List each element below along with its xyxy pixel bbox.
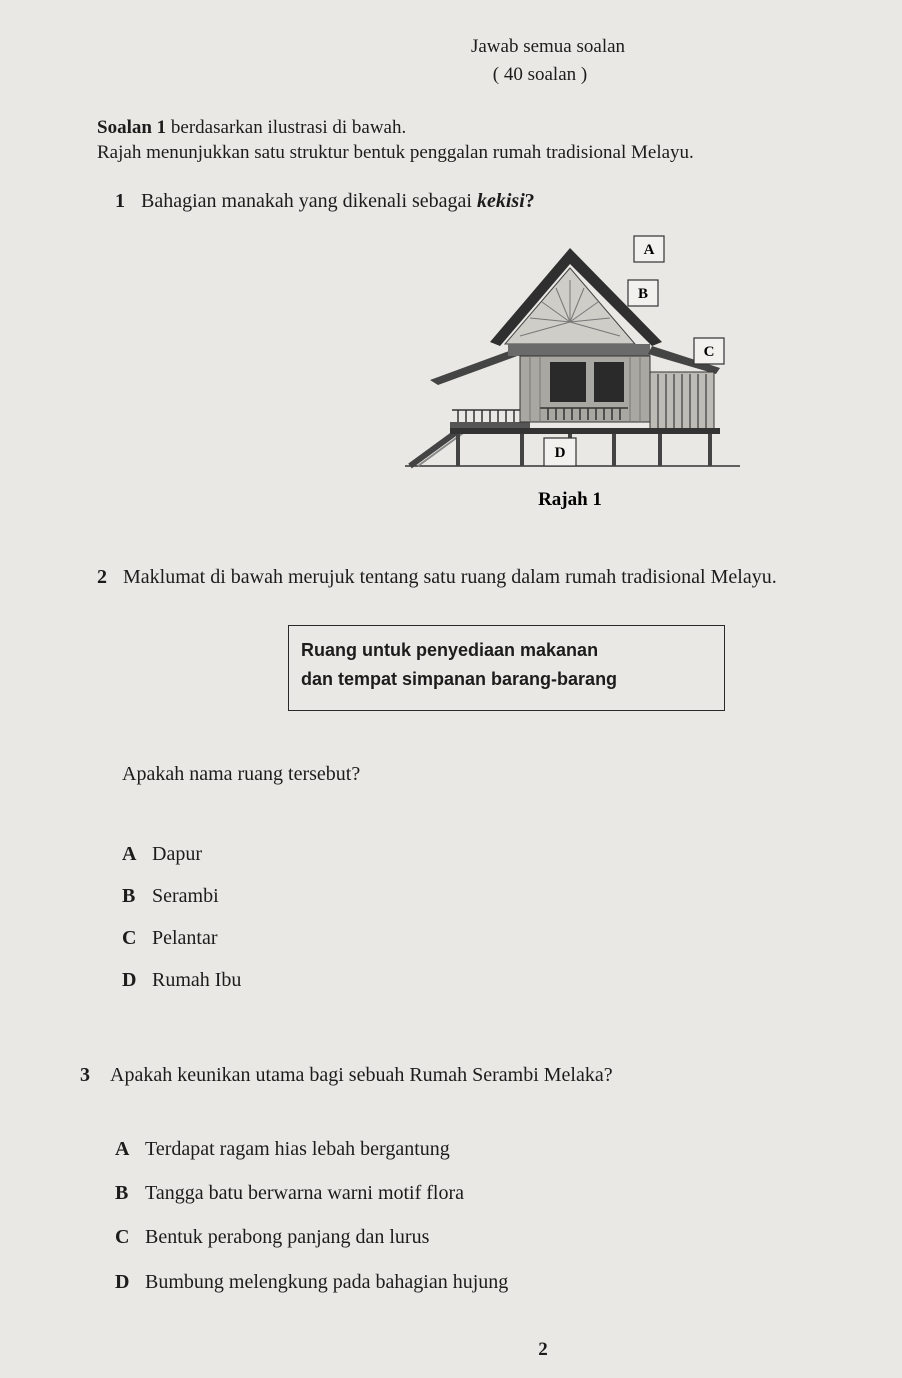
info-box <box>288 625 725 711</box>
info-box-line-2: dan tempat simpanan barang-barang <box>301 669 618 689</box>
label-a: A <box>643 242 655 258</box>
q3-option-a-text: Terdapat ragam hias lebah bergantung <box>145 1138 450 1160</box>
house-figure <box>390 222 760 522</box>
label-c: C <box>703 344 715 360</box>
verandah-railing <box>452 410 528 422</box>
stilts <box>456 434 712 466</box>
intro-line-2: Rajah menunjukkan satu struktur bentuk penggalan rumah tradisional Melayu. <box>97 142 694 163</box>
label-d: D <box>554 445 566 461</box>
figure-caption: Rajah 1 <box>538 489 602 510</box>
window-left <box>550 362 586 402</box>
q2-option-b-text: Serambi <box>152 885 219 907</box>
question-1-mark: ? <box>524 190 535 212</box>
intro-lead: Soalan 1 <box>97 117 167 138</box>
question-3-text: Apakah keunikan utama bagi sebuah Rumah Serambi Melaka? <box>110 1064 613 1086</box>
q3-option-c[interactable] <box>115 1226 429 1249</box>
question-2-text: Maklumat di bawah merujuk tentang satu ruang dalam rumah tradisional Melayu. <box>123 566 777 588</box>
question-3-number: 3 <box>80 1064 90 1086</box>
intro-line-1 <box>97 115 406 141</box>
q3-option-c-text: Bentuk perabong panjang dan lurus <box>145 1226 430 1248</box>
intro-lead-rest: berdasarkan ilustrasi di bawah. <box>166 117 407 138</box>
question-3 <box>80 1064 613 1087</box>
q2-option-d-text: Rumah Ibu <box>152 969 242 991</box>
q3-option-a[interactable] <box>115 1138 450 1161</box>
question-1-number: 1 <box>115 190 125 212</box>
q3-option-d-text: Bumbung melengkung pada bahagian hujung <box>145 1271 509 1293</box>
q2-option-b[interactable] <box>122 885 219 908</box>
question-1 <box>115 190 535 213</box>
label-b: B <box>637 286 649 302</box>
q2-option-c[interactable] <box>122 927 218 950</box>
q3-option-b-letter: B <box>115 1182 129 1204</box>
q2-option-a[interactable] <box>122 843 202 866</box>
window-right <box>594 362 624 402</box>
q2-option-d[interactable] <box>122 969 241 992</box>
q2-option-c-text: Pelantar <box>152 927 218 949</box>
question-2 <box>97 566 777 589</box>
page-number: 2 <box>538 1339 548 1360</box>
floor-beam <box>450 428 720 434</box>
instruction-heading: Jawab semua soalan <box>470 36 626 57</box>
q2-option-a-text: Dapur <box>152 843 202 865</box>
q2-option-a-letter: A <box>122 843 137 865</box>
question-2-prompt: Apakah nama ruang tersebut? <box>122 763 361 785</box>
q3-option-a-letter: A <box>115 1138 130 1160</box>
q2-option-b-letter: B <box>122 885 136 907</box>
info-box-line-1: Ruang untuk penyediaan makanan <box>301 640 599 660</box>
q3-option-b-text: Tangga batu berwarna warni motif flora <box>145 1182 465 1204</box>
q3-option-d[interactable] <box>115 1271 508 1294</box>
q2-option-d-letter: D <box>122 969 137 991</box>
question-1-text: Bahagian manakah yang dikenali sebagai <box>141 190 477 212</box>
q3-option-c-letter: C <box>115 1226 130 1248</box>
question-2-number: 2 <box>97 566 107 588</box>
question-count: ( 40 soalan ) <box>492 64 588 85</box>
gable-frieze <box>508 344 650 356</box>
q3-option-b[interactable] <box>115 1182 464 1205</box>
q2-option-c-letter: C <box>122 927 137 949</box>
verandah-eave <box>430 347 520 385</box>
question-1-keyword: kekisi <box>477 190 525 212</box>
q3-option-d-letter: D <box>115 1271 130 1293</box>
